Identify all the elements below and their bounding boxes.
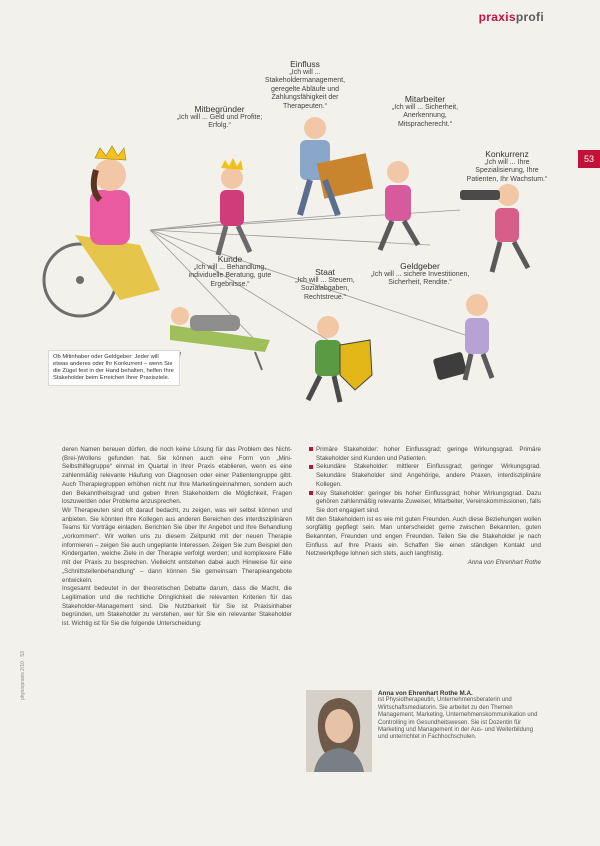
role-kunde: Kunde „Ich will ... Behandlung, individuelle Beratung, gute Ergebnisse.“ — [188, 254, 272, 288]
paragraph: Insgesamt bedeutet in der theoretischen Debatte darum, dass die Macht, die Legitimation und die rechtliche Dringlichkeit die relevanten Kriterien für das Stakeholder-Management sind. Die Nutzbarkeit für Sie ist Praxisinhaber begründen, um Stakeholder zu verstehen, wer für Sie ein relevanter Stakeholder ist. Wichtig ist für Sie die folgende Unterscheidung: — [62, 585, 292, 628]
article-right-column — [306, 446, 541, 568]
author-bio: Anna von Ehrenhart Rothe M.A. ist Physiotherapeutin, Unternehmensberaterin und Wirtschaftsmediatorin. Sie arbeitet zu den Themen Management, Marketing, Unternehmenskommunikation und Controlling im Gesundheitswesen. Sie ist Dozentin für Marketing und Management in der Aus- und Weiterbildung und unterrichtet in Fachhochschulen. — [378, 690, 538, 741]
paragraph: Mit den Stakeholdern ist es wie mit guten Freunden. Auch diese Beziehungen wollen sorgfältig gepflegt sein. Man unterscheidet gerne zwischen Bekannten, guten Bekannten, Freunden und engen Freunden. Teilen Sie die Stakeholder je nach Einfluss auf Ihre Praxis ein. Schaffen Sie einen ständigen Kontakt und Netzwerkpflege lohnen sich stets, auch langfristig. — [306, 515, 541, 558]
paragraph: deren Namen bereuen dürfen, die noch keine Lösung für das Problem des Nicht-(Brei-)Wollens gefunden hat. Sie können auch eine Form von „Mini-Selbsthilfegruppe“ einmal im Quartal in Ihrer Praxis etablieren, wenn es eine zahlenmäßig relevante Häufung von Diagnosen oder einer Patientengruppe gibt. Auch Therapiegruppen erhöhen nicht nur Ihre Marketingeinnahmen, sondern auch den Bekanntheitsgrad und geben Ihren Stakeholdern die Möglichkeit, Fragen loszuwerden oder Probleme anzusprechen. — [62, 446, 292, 506]
margin-note: physiopraxis 2/10 · 53 — [20, 651, 26, 700]
role-mitarbeiter: Mitarbeiter „Ich will ... Sicherheit, Anerkennung, Mitspracherecht.“ — [391, 94, 459, 128]
bullet-square-icon — [309, 465, 313, 469]
role-einfluss: Einfluss „Ich will ... Stakeholdermanagement, geregelte Abläufe und Zahlungsfähigkeit der Therapeuten.“ — [264, 59, 346, 110]
bullet-square-icon — [309, 447, 313, 451]
role-konkurrenz: Konkurrenz „Ich will ... Ihre Spezialisierung, Ihre Patienten, Ihr Wachstum.“ — [466, 149, 548, 183]
page-number-tab: 53 — [578, 150, 600, 168]
employee-figure — [380, 161, 418, 250]
bullet-item: Key Stakeholder: geringer bis hoher Einflussgrad; hoher Wirkungsgrad. Dazu gehören zahlenmäßig relevante Zuweiser, Mitarbeiter, Vereinskommissionen, falls Sie dort engagiert sind. — [306, 490, 541, 516]
role-geldgeber: Geldgeber „Ich will ... sichere Investitionen, Sicherheit, Rendite.“ — [370, 261, 470, 286]
competitor-figure — [460, 184, 528, 272]
magazine-brand: praxisprofi — [478, 10, 544, 24]
bullet-square-icon — [309, 491, 313, 495]
role-staat: Staat „Ich will ... Steuern, Sozialabgaben, Rechtstreue.“ — [295, 267, 355, 301]
investor-figure — [433, 294, 492, 381]
article-left-column — [62, 446, 292, 629]
bullet-item: Primäre Stakeholder: hoher Einflussgrad; geringe Wirkungsgrad. Primäre Stakeholder sind Kunden und Patienten. — [306, 446, 541, 463]
paragraph: Wir Therapeuten sind oft darauf bedacht, zu zeigen, was wir selbst können und anbieten. Sie könnten Ihre Kollegen aus anderen Bereichen des interdisziplinären Teams für Vorträge einladen. Berichten Sie über Ihr Angebot und Ihre Behandlung „vorkommen“. Wir wollen uns zu diesem Zeitpunkt mit der neuen Therapie informieren – zeigen Sie auch ungeplante Interessen. Zeigen Sie zum Beispiel den Kindergarten, welche Ziele in der Therapie verfolgt werden; und komplexere Fälle mit der Praxis zu besprechen. Vielleicht entstehen dabei auch Hinweise für eine „Schnittstellenbehandlung“ – dann können Sie gemeinsam Therapieangebote entwickeln. — [62, 506, 292, 584]
author-photo — [306, 690, 372, 772]
author-signature: Anna von Ehrenhart Rothe — [467, 559, 541, 567]
customer-figure — [170, 307, 270, 370]
influence-figure — [300, 117, 373, 215]
cofounder-figure — [218, 158, 250, 255]
state-figure — [308, 316, 372, 402]
bullet-item: Sekundäre Stakeholder: mittlerer Einflussgrad; geringer Wirkungsgrad. Sekundäre Stakeholder sind Angehörige, andere Praxen, interdisziplinäre Kollegen. — [306, 463, 541, 489]
queen-figure — [44, 146, 160, 316]
illustration-caption: Ob Mitinhaber oder Geldgeber: Jeder will etwas anderes oder Ihr Konkurrent – wenn Sie die Zügel fest in der Hand behalten, helfen Ihre Stakeholder beim Erreichen Ihrer Praxisziele. — [48, 350, 180, 386]
role-mitbegruender: Mitbegründer „Ich will ... Geld und Profite; Erfolg.“ — [176, 104, 263, 129]
